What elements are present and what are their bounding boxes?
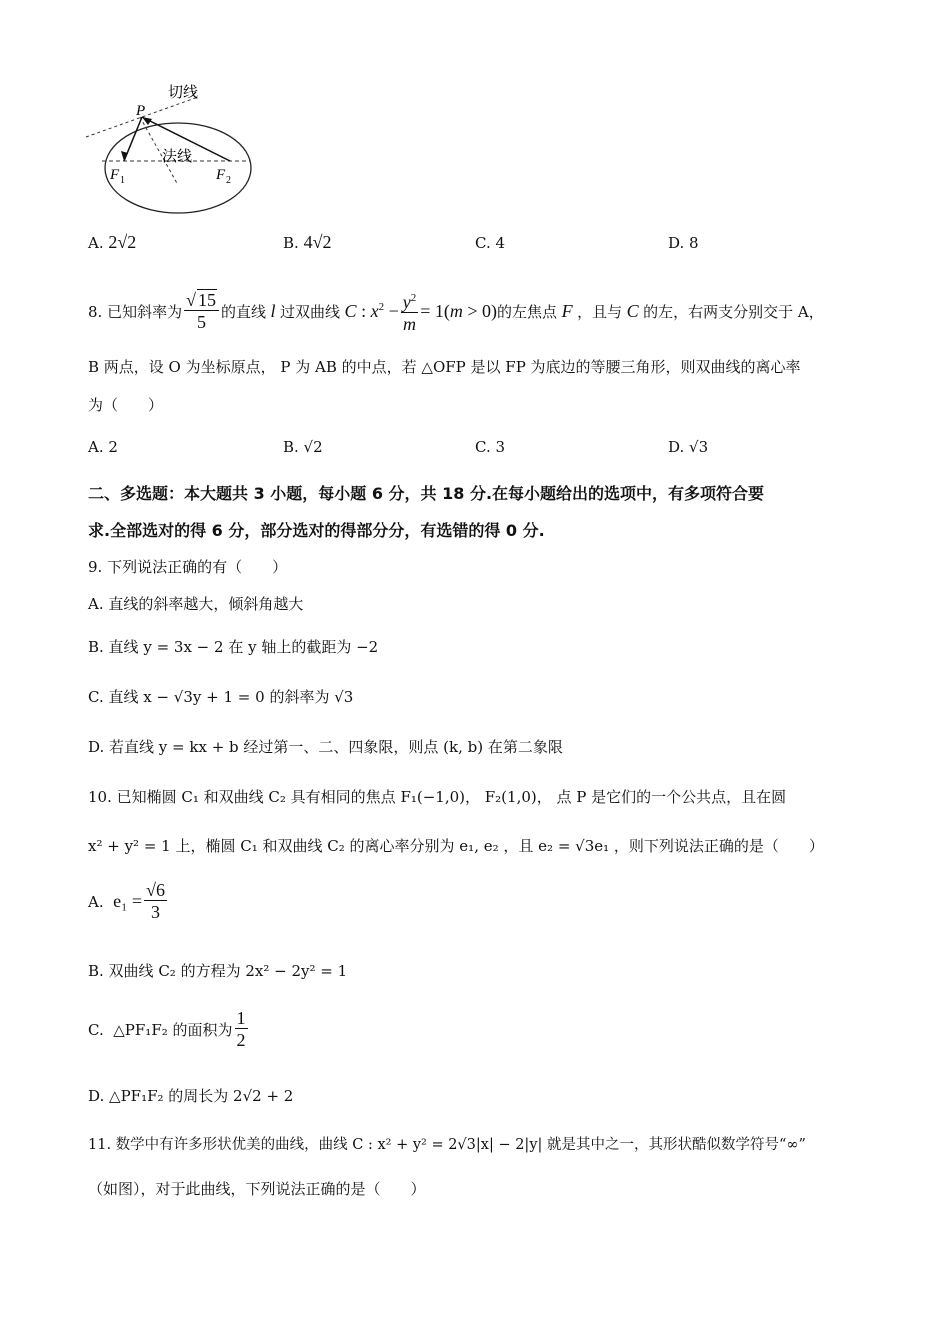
q10-stem-line-2: x² + y² = 1 上，椭圆 C₁ 和双曲线 C₂ 的离心率分别为 e₁, e₂ ，且 e₂ = √3e₁ ，则下列说法正确的是（ ） bbox=[88, 837, 824, 855]
q11-stem-line-2: （如图），对于此曲线，下列说法正确的是（ ） bbox=[88, 1180, 426, 1198]
ellipse bbox=[105, 123, 251, 213]
label-tangent: 切线 bbox=[168, 83, 199, 101]
q8-stem-line-1: 8. 已知斜率为 $\frac{√ 15}{5}$ 的直线 l 过双曲线 C : $x^2$ − $\frac{y^2}{m}$ = 1(m > 0) 的左焦点 F ，且与 C 的左，右两支分别交于 A， bbox=[88, 290, 824, 334]
q9-option-b: B. 直线 y = 3x − 2 在 y 轴上的截距为 −2 bbox=[88, 638, 379, 656]
q8-option-d: D. √3 bbox=[668, 438, 709, 456]
q7-option-a: A. 2√2 bbox=[88, 232, 137, 252]
label-F2-sub: 2 bbox=[226, 175, 231, 186]
label-F1-sub: 1 bbox=[120, 175, 125, 186]
section-2-heading-line-2: 求.全部选对的得 6 分，部分选对的得部分分，有选错的得 0 分. bbox=[88, 521, 545, 540]
q10-option-a: A. e₁ = $\frac{√6}{3}$ bbox=[88, 880, 165, 922]
q8-stem-line-3: 为（ ） bbox=[88, 396, 164, 414]
q9-option-d: D. 若直线 y = kx + b 经过第一、二、四象限，则点 (k, b) 在第二象限 bbox=[88, 738, 563, 756]
q9-stem: 9. 下列说法正确的有（ ） bbox=[88, 558, 288, 576]
label-F2: F bbox=[216, 167, 226, 183]
q8-option-c: C. 3 bbox=[475, 438, 506, 456]
q11-stem-line-1: 11. 数学中有许多形状优美的曲线，曲线 C : x² + y² = 2√3|x| − 2|y| 就是其中之一，其形状酷似数学符号“∞” bbox=[88, 1137, 806, 1153]
q9-option-a: A. 直线的斜率越大，倾斜角越大 bbox=[88, 595, 304, 613]
q10-option-b: B. 双曲线 C₂ 的方程为 2x² − 2y² = 1 bbox=[88, 962, 348, 980]
hyperbola-fraction: $\frac{y^2}{m}$ bbox=[401, 288, 419, 335]
label-P: P bbox=[136, 103, 146, 119]
q7-option-b: B. 4√2 bbox=[283, 232, 332, 252]
q7-option-c: C. 4 bbox=[475, 234, 506, 252]
q8-stem-line-2: B 两点，设 O 为坐标原点， P 为 AB 的中点，若 △OFP 是以 FP 为底边的等腰三角形，则双曲线的离心率 bbox=[88, 358, 801, 376]
q10-option-d: D. △PF₁F₂ 的周长为 2√2 + 2 bbox=[88, 1087, 294, 1105]
q10-option-c: C. △PF₁F₂ 的面积为 $\frac{1}{2}$ bbox=[88, 1008, 246, 1050]
q8-option-b: B. √2 bbox=[283, 438, 323, 456]
label-F1: F bbox=[110, 167, 120, 183]
label-normal: 法线 bbox=[162, 147, 193, 165]
ellipse-figure bbox=[80, 75, 270, 220]
q9-option-c: C. 直线 x − √3y + 1 = 0 的斜率为 √3 bbox=[88, 688, 354, 706]
q7-option-d: D. 8 bbox=[668, 234, 699, 252]
section-2-heading-line-1: 二、多选题：本大题共 3 小题，每小题 6 分，共 18 分.在每小题给出的选项中，有多项符合要 bbox=[88, 484, 765, 503]
slope-fraction: $\frac{√ 15}{5}$ bbox=[184, 290, 219, 333]
q10-stem-line-1: 10. 已知椭圆 C₁ 和双曲线 C₂ 具有相同的焦点 F₁(−1,0)， F₂(1,0)， 点 P 是它们的一个公共点，且在圆 bbox=[88, 788, 787, 806]
q8-option-a: A. 2 bbox=[88, 438, 118, 456]
